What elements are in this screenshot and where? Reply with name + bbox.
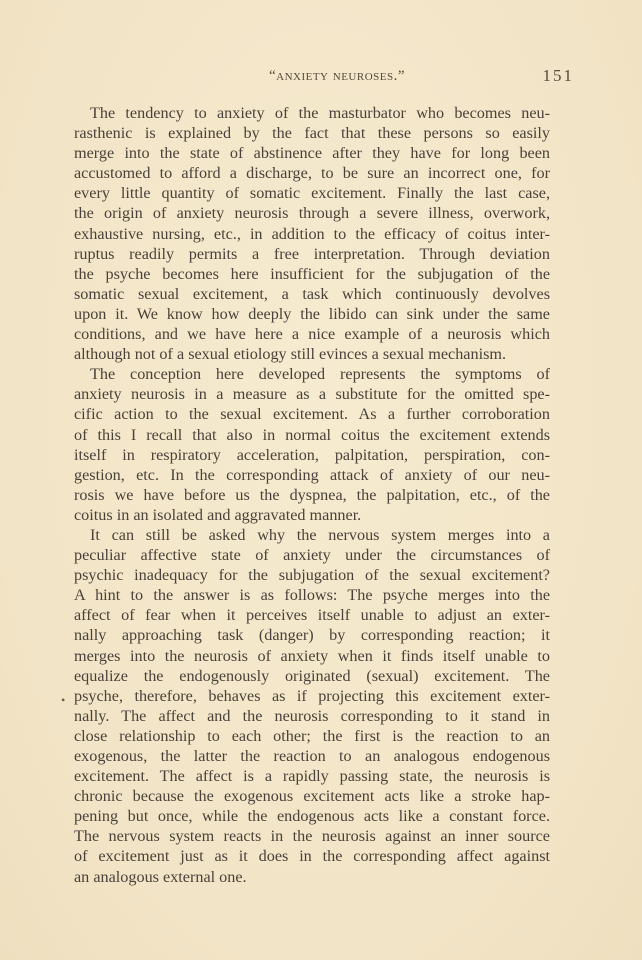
text-line: exhaustive nursing, etc., in addition to the efficacy of coitus inter- — [74, 224, 550, 243]
text-line: merges into the neurosis of anxiety when it finds itself unable to — [74, 646, 550, 665]
paragraph — [74, 364, 550, 525]
text-line: close relationship to each other; the first is the reaction to an — [74, 726, 550, 745]
text-line: pening but once, while the endogenous acts like a constant force. — [74, 807, 550, 826]
text-line: ruptus readily permits a free interpretation. Through deviation — [74, 244, 550, 263]
text-line: excitement. The affect is a rapidly passing state, the neurosis is — [74, 767, 550, 786]
text-line: nally approaching task (danger) by corresponding reaction; it — [74, 626, 550, 645]
text-line: an analogous external one. — [74, 867, 247, 886]
text-line: The conception here developed represents the symptoms of — [90, 365, 550, 384]
text-line: affect of fear when it perceives itself unable to adjust an exter- — [74, 606, 550, 625]
text-line: equalize the endogenously originated (sexual) excitement. The — [74, 666, 550, 685]
text-line: A hint to the answer is as follows: The psyche merges into the — [74, 586, 550, 605]
text-line: nally. The affect and the neurosis corresponding to it stand in — [74, 706, 550, 725]
text-line: conditions, and we have here a nice example of a neurosis which — [74, 325, 550, 344]
text-line: anxiety neurosis in a measure as a substitute for the omitted spe- — [74, 385, 550, 404]
text-line: The tendency to anxiety of the masturbator who becomes neu- — [90, 104, 550, 122]
running-head-title: “anxiety neuroses.” — [268, 68, 406, 84]
text-line: psyche, therefore, behaves as if projecting this excitement exter- — [74, 686, 550, 705]
margin-mark: • — [61, 693, 66, 707]
body-text — [74, 103, 550, 887]
text-line: rosis we have before us the dyspnea, the palpitation, etc., of the — [74, 485, 550, 504]
text-line: gestion, etc. In the corresponding attack of anxiety of our neu- — [74, 465, 550, 484]
running-head — [100, 68, 574, 88]
text-line: The nervous system reacts in the neurosis against an inner source — [74, 827, 550, 846]
paragraph — [74, 525, 550, 887]
text-line: It can still be asked why the nervous system merges into a — [90, 525, 550, 544]
text-line: itself in respiratory acceleration, palpitation, perspiration, con- — [74, 445, 550, 464]
text-line: although not of a sexual etiology still evinces a sexual mechanism. — [74, 345, 507, 364]
text-line: rasthenic is explained by the fact that these persons so easily — [74, 124, 550, 143]
text-line: upon it. We know how deeply the libido can sink under the same — [74, 304, 550, 323]
text-line: the origin of anxiety neurosis through a severe illness, overwork, — [74, 204, 550, 223]
text-line: every little quantity of somatic excitement. Finally the last case, — [74, 184, 550, 203]
text-line: chronic because the exogenous excitement acts like a stroke hap- — [74, 787, 550, 806]
page-number: 151 — [542, 66, 574, 85]
text-line: somatic sexual excitement, a task which continuously devolves — [74, 284, 550, 303]
text-line: the psyche becomes here insufficient for the subjugation of the — [74, 264, 550, 283]
text-line: merge into the state of abstinence after they have for long been — [74, 144, 550, 163]
text-line: exogenous, the latter the reaction to an analogous endogenous — [74, 747, 550, 765]
text-line: of excitement just as it does in the corresponding affect against — [74, 847, 550, 866]
text-line: cific action to the sexual excitement. As a further corroboration — [74, 405, 550, 424]
paragraph — [74, 103, 550, 364]
text-line: coitus in an isolated and aggravated manner. — [74, 505, 362, 524]
text-line: accustomed to afford a discharge, to be sure an incorrect one, for — [74, 164, 550, 183]
text-line: peculiar affective state of anxiety under the circumstances of — [74, 546, 550, 565]
text-line: of this I recall that also in normal coitus the excitement extends — [74, 425, 550, 444]
text-line: psychic inadequacy for the subjugation of the sexual excitement? — [74, 566, 550, 585]
